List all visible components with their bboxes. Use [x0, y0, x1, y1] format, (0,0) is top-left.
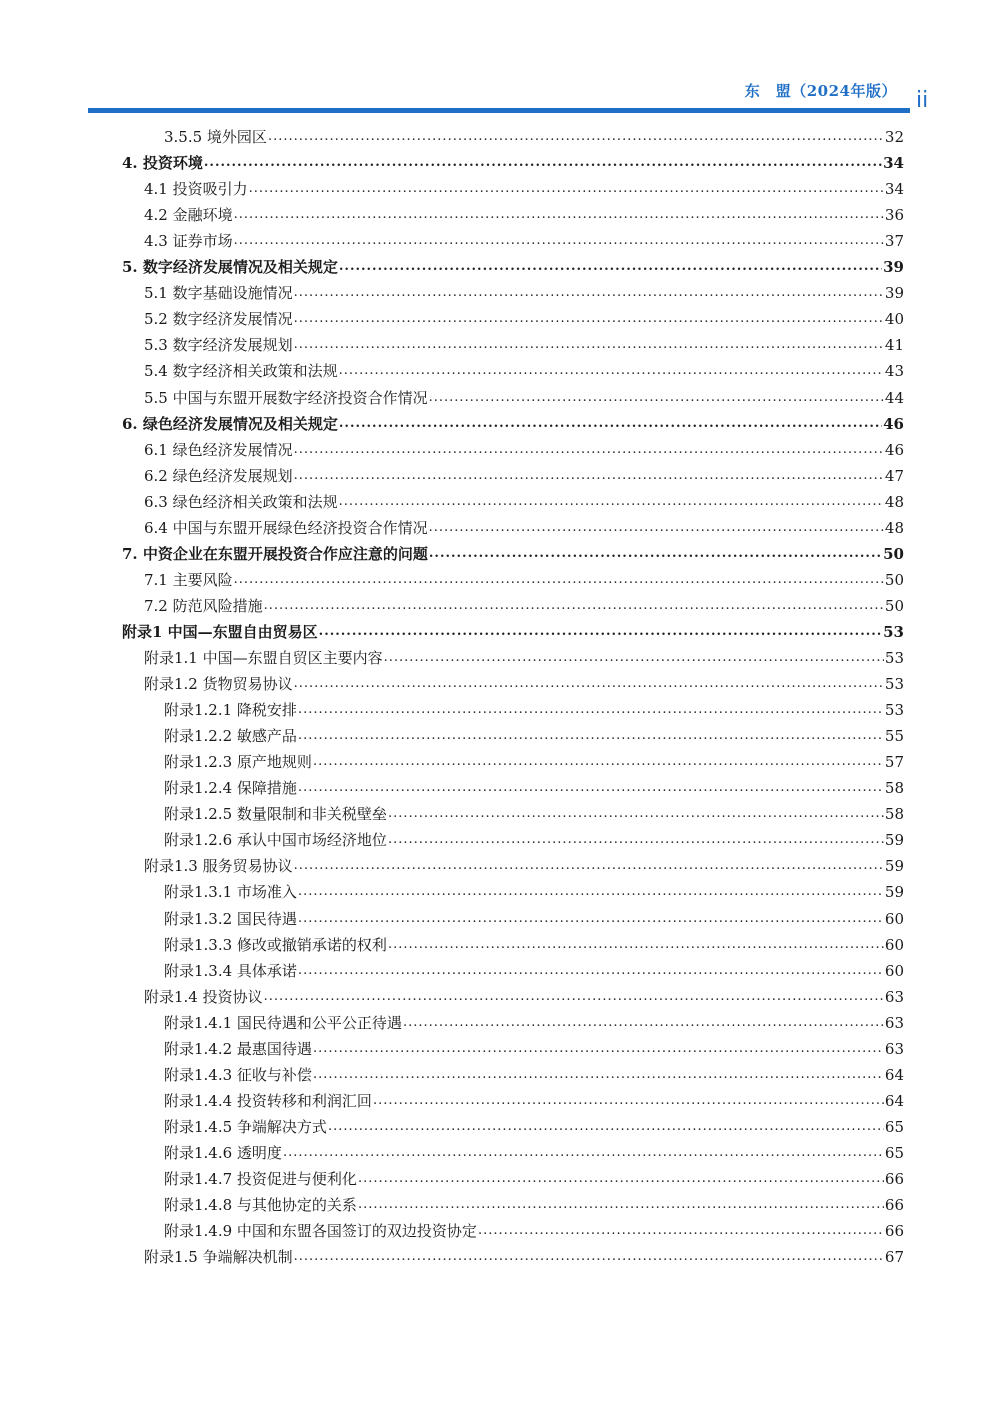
toc-entry[interactable]: [164, 1165, 904, 1189]
toc-entry-label: 4.2 金融环境: [144, 206, 233, 225]
toc-entry-page: 58: [884, 805, 904, 824]
toc-entry[interactable]: [122, 410, 904, 434]
toc-entry-page: 39: [883, 258, 904, 277]
toc-entry[interactable]: [144, 331, 904, 355]
toc-entry-label: 附录1.4.5 争端解决方式: [164, 1117, 327, 1136]
toc-entry[interactable]: [164, 1035, 904, 1059]
toc-entry-page: 64: [884, 1065, 904, 1084]
toc-entry-label: 附录1.2 货物贸易协议: [144, 675, 293, 694]
toc-entry[interactable]: [164, 826, 904, 850]
toc-entry[interactable]: [164, 1191, 904, 1215]
toc-entry[interactable]: [144, 514, 904, 538]
toc-entry-label: 附录1.3.4 具体承诺: [164, 961, 297, 980]
toc-entry-page: 65: [884, 1143, 904, 1162]
toc-entry-page: 40: [884, 310, 904, 329]
toc-entry-label: 6.2 绿色经济发展规划: [144, 466, 293, 485]
toc-leader-dots: [358, 1195, 884, 1215]
toc-entry[interactable]: [164, 1087, 904, 1111]
toc-entry-label: 5.4 数字经济相关政策和法规: [144, 362, 338, 381]
toc-entry-page: 53: [884, 675, 904, 694]
running-header-title: 东 盟（2024年版）: [744, 82, 897, 100]
toc-entry-page: 53: [883, 622, 904, 641]
toc-entry-page: 39: [884, 284, 904, 303]
toc-entry-label: 附录1.4.7 投资促进与便利化: [164, 1170, 357, 1188]
toc-leader-dots: [339, 492, 884, 512]
toc-entry-page: 59: [884, 857, 904, 876]
toc-entry[interactable]: [164, 1217, 904, 1241]
toc-entry-page: 36: [884, 206, 904, 225]
toc-entry[interactable]: [144, 566, 904, 590]
toc-entry[interactable]: [144, 852, 904, 876]
toc-entry[interactable]: [164, 800, 904, 824]
toc-entry-label: 附录1.2.5 数量限制和非关税壁垒: [164, 805, 387, 824]
toc-leader-dots: [268, 127, 884, 147]
toc-leader-dots: [264, 596, 884, 616]
toc-leader-dots: [264, 987, 884, 1007]
page-number: ii: [916, 88, 929, 113]
toc-entry-page: 47: [884, 466, 904, 485]
toc-leader-dots: [388, 935, 884, 955]
toc-entry-label: 3.5.5 境外园区: [164, 128, 267, 146]
toc-entry-page: 41: [884, 336, 904, 355]
toc-entry-page: 63: [884, 1013, 904, 1032]
toc-entry[interactable]: [144, 436, 904, 460]
toc-entry-page: 66: [884, 1170, 904, 1188]
toc-leader-dots: [234, 231, 884, 251]
toc-entry[interactable]: [164, 878, 904, 902]
toc-leader-dots: [429, 388, 884, 408]
toc-entry-label: 6. 绿色经济发展情况及相关规定: [122, 414, 338, 433]
toc-entry[interactable]: [164, 1113, 904, 1137]
toc-entry-page: 57: [884, 753, 904, 772]
toc-entry[interactable]: [164, 722, 904, 746]
toc-entry[interactable]: [164, 1139, 904, 1163]
toc-entry-page: 60: [884, 935, 904, 954]
toc-entry-label: 附录1.4.1 国民待遇和公平公正待遇: [164, 1013, 402, 1032]
toc-entry-page: 63: [884, 987, 904, 1006]
toc-entry[interactable]: [122, 149, 904, 173]
toc-entry-page: 67: [884, 1248, 904, 1267]
toc-entry-label: 6.3 绿色经济相关政策和法规: [144, 492, 338, 511]
toc-entry-page: 65: [884, 1117, 904, 1136]
toc-entry-label: 附录1.2.2 敏感产品: [164, 727, 297, 746]
toc-entry-page: 32: [884, 128, 904, 146]
toc-entry-label: 附录1.2.1 降税安排: [164, 701, 297, 720]
toc-entry-label: 7.1 主要风险: [144, 570, 233, 589]
toc-leader-dots: [294, 466, 884, 486]
toc-entry-label: 附录1.4.2 最惠国待遇: [164, 1039, 312, 1058]
toc-entry-label: 附录1.1 中国—东盟自贸区主要内容: [144, 649, 383, 667]
toc-entry[interactable]: [164, 748, 904, 772]
toc-leader-dots: [298, 961, 884, 981]
toc-entry-page: 37: [884, 232, 904, 251]
toc-entry[interactable]: [164, 696, 904, 720]
toc-entry[interactable]: [144, 644, 904, 668]
toc-leader-dots: [429, 518, 884, 538]
toc-leader-dots: [294, 309, 884, 329]
toc-entry-label: 5. 数字经济发展情况及相关规定: [122, 258, 338, 277]
toc-entry-page: 43: [884, 362, 904, 381]
toc-entry-page: 50: [884, 570, 904, 589]
toc-leader-dots: [204, 153, 882, 173]
toc-entry-page: 53: [884, 701, 904, 720]
toc-leader-dots: [328, 1117, 884, 1137]
toc-entry-label: 附录1 中国—东盟自由贸易区: [122, 622, 318, 641]
toc-entry-label: 5.1 数字基础设施情况: [144, 284, 293, 303]
toc-leader-dots: [429, 544, 882, 564]
toc-entry[interactable]: [164, 1009, 904, 1033]
toc-entry-label: 5.5 中国与东盟开展数字经济投资合作情况: [144, 388, 428, 407]
toc-leader-dots: [298, 726, 884, 746]
toc-entry-label: 附录1.5 争端解决机制: [144, 1248, 293, 1267]
header-rule: [88, 108, 910, 113]
toc-entry-page: 63: [884, 1039, 904, 1058]
toc-entry-page: 48: [884, 518, 904, 537]
toc-leader-dots: [313, 1039, 884, 1059]
toc-entry[interactable]: [144, 357, 904, 381]
toc-leader-dots: [478, 1221, 884, 1241]
toc-leader-dots: [294, 856, 884, 876]
toc-entry-label: 7.2 防范风险措施: [144, 596, 263, 615]
toc-leader-dots: [298, 882, 884, 902]
toc-leader-dots: [249, 179, 884, 199]
toc-entry[interactable]: [144, 462, 904, 486]
toc-entry-page: 60: [884, 961, 904, 980]
toc-leader-dots: [234, 570, 884, 590]
toc-entry-page: 59: [884, 831, 904, 850]
toc-leader-dots: [294, 1247, 884, 1267]
toc-entry[interactable]: [164, 123, 904, 147]
toc-entry-page: 66: [884, 1222, 904, 1241]
toc-leader-dots: [298, 778, 884, 798]
toc-entry[interactable]: [122, 253, 904, 277]
toc-entry[interactable]: [144, 305, 904, 329]
toc-entry-page: 53: [884, 649, 904, 667]
toc-entry-label: 附录1.3.2 国民待遇: [164, 909, 297, 928]
toc-leader-dots: [388, 804, 884, 824]
toc-leader-dots: [339, 257, 882, 277]
toc-leader-dots: [298, 700, 884, 720]
toc-entry[interactable]: [144, 983, 904, 1007]
toc-entry-label: 附录1.4 投资协议: [144, 987, 263, 1006]
toc-entry[interactable]: [164, 957, 904, 981]
toc-entry[interactable]: [164, 931, 904, 955]
toc-entry[interactable]: [144, 279, 904, 303]
toc-entry-page: 64: [884, 1091, 904, 1110]
toc-leader-dots: [384, 648, 884, 668]
toc-entry[interactable]: [144, 175, 904, 199]
toc-leader-dots: [403, 1013, 884, 1033]
toc-leader-dots: [298, 909, 884, 929]
toc-entry-label: 附录1.3.1 市场准入: [164, 883, 297, 902]
toc-entry[interactable]: [164, 905, 904, 929]
toc-entry-label: 附录1.2.3 原产地规则: [164, 753, 312, 772]
toc-leader-dots: [358, 1169, 884, 1189]
toc-entry-page: 50: [884, 596, 904, 615]
toc-entry-label: 6.4 中国与东盟开展绿色经济投资合作情况: [144, 518, 428, 537]
toc-entry-page: 46: [883, 414, 904, 433]
toc-entry-label: 5.3 数字经济发展规划: [144, 336, 293, 355]
toc-leader-dots: [313, 752, 884, 772]
toc-entry[interactable]: [164, 774, 904, 798]
toc-entry-label: 附录1.3.3 修改或撤销承诺的权利: [164, 935, 387, 954]
toc-entry[interactable]: [122, 540, 904, 564]
toc-entry-page: 55: [884, 727, 904, 746]
toc-leader-dots: [313, 1065, 884, 1085]
toc-entry[interactable]: [144, 592, 904, 616]
toc-entry[interactable]: [144, 1243, 904, 1267]
toc-leader-dots: [294, 335, 884, 355]
toc-leader-dots: [339, 361, 884, 381]
toc-entry[interactable]: [144, 670, 904, 694]
toc-entry-page: 50: [883, 544, 904, 563]
toc-entry-page: 48: [884, 492, 904, 511]
toc-entry-page: 66: [884, 1196, 904, 1215]
toc-entry-label: 附录1.2.6 承认中国市场经济地位: [164, 831, 387, 850]
toc-leader-dots: [234, 205, 884, 225]
toc-entry-page: 34: [883, 154, 904, 173]
toc-entry-label: 4.1 投资吸引力: [144, 180, 248, 199]
toc-entry-label: 附录1.3 服务贸易协议: [144, 857, 293, 876]
toc-entry-label: 5.2 数字经济发展情况: [144, 310, 293, 329]
toc-leader-dots: [319, 622, 882, 642]
toc-entry-label: 6.1 绿色经济发展情况: [144, 440, 293, 459]
toc-entry[interactable]: [144, 201, 904, 225]
toc-entry-label: 附录1.4.4 投资转移和利润汇回: [164, 1091, 372, 1110]
toc-leader-dots: [283, 1143, 884, 1163]
toc-leader-dots: [294, 440, 884, 460]
toc-entry[interactable]: [122, 618, 904, 642]
toc-entry-page: 46: [884, 440, 904, 459]
toc-entry-label: 7. 中资企业在东盟开展投资合作应注意的问题: [122, 544, 428, 563]
toc-entry-label: 4.3 证券市场: [144, 232, 233, 251]
toc-entry-label: 附录1.4.9 中国和东盟各国签订的双边投资协定: [164, 1222, 477, 1241]
toc-entry[interactable]: [144, 227, 904, 251]
toc-entry[interactable]: [144, 384, 904, 408]
toc-entry-label: 4. 投资环境: [122, 154, 203, 173]
toc-entry-page: 59: [884, 883, 904, 902]
toc-entry-page: 44: [884, 388, 904, 407]
toc-leader-dots: [294, 283, 884, 303]
toc-entry[interactable]: [164, 1061, 904, 1085]
toc-entry-label: 附录1.4.3 征收与补偿: [164, 1065, 312, 1084]
toc-entry[interactable]: [144, 488, 904, 512]
toc-entry-page: 60: [884, 909, 904, 928]
toc-entry-page: 34: [884, 180, 904, 199]
toc-entry-page: 58: [884, 779, 904, 798]
toc-entry-label: 附录1.4.8 与其他协定的关系: [164, 1196, 357, 1215]
toc-leader-dots: [339, 414, 882, 434]
toc-entry-label: 附录1.2.4 保障措施: [164, 779, 297, 798]
toc-entry-label: 附录1.4.6 透明度: [164, 1143, 282, 1162]
toc-leader-dots: [388, 830, 884, 850]
toc-leader-dots: [373, 1091, 884, 1111]
toc-leader-dots: [294, 674, 884, 694]
